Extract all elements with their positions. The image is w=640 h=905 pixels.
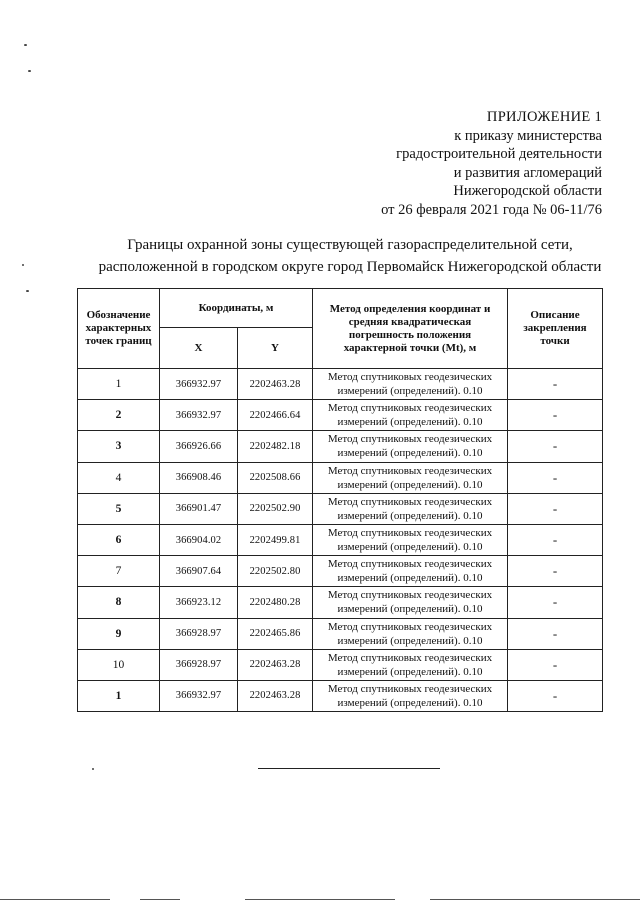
- table-row: [78, 587, 603, 618]
- scan-edge-line: [0, 899, 110, 900]
- coord-y: 2202466.64: [238, 400, 313, 431]
- table-row: [78, 431, 603, 462]
- document-title-line: расположенной в городском округе город Первомайск Нижегородской области: [98, 259, 602, 275]
- method-cell: Метод спутниковых геодезических измерений (определений). 0.10: [313, 524, 508, 555]
- method-cell: Метод спутниковых геодезических измерений (определений). 0.10: [313, 369, 508, 400]
- coord-y: 2202463.28: [238, 369, 313, 400]
- annex-line: от 26 февраля 2021 года № 06-11/76: [381, 201, 602, 218]
- description-cell: -: [508, 369, 603, 400]
- description-cell: -: [508, 524, 603, 555]
- scan-edge-line: [140, 899, 180, 900]
- header-y: Y: [238, 328, 313, 369]
- point-number: 10: [78, 649, 160, 680]
- point-number: 6: [78, 524, 160, 555]
- description-cell: -: [508, 400, 603, 431]
- method-cell: Метод спутниковых геодезических измерений (определений). 0.10: [313, 462, 508, 493]
- point-number: 2: [78, 400, 160, 431]
- method-cell: Метод спутниковых геодезических измерений (определений). 0.10: [313, 618, 508, 649]
- annex-header: [381, 108, 602, 219]
- table-row: [78, 493, 603, 524]
- point-number: 1: [78, 369, 160, 400]
- coord-y: 2202463.28: [238, 680, 313, 711]
- method-cell: Метод спутниковых геодезических измерений (определений). 0.10: [313, 587, 508, 618]
- annex-line: и развития агломераций: [453, 164, 602, 181]
- header-point: Обозначение характерных точек границ: [78, 289, 160, 369]
- table-row: [78, 524, 603, 555]
- coord-x: 366926.66: [160, 431, 238, 462]
- coord-y: 2202465.86: [238, 618, 313, 649]
- coord-y: 2202480.28: [238, 587, 313, 618]
- coord-y: 2202499.81: [238, 524, 313, 555]
- method-cell: Метод спутниковых геодезических измерений (определений). 0.10: [313, 431, 508, 462]
- header-description: Описание закрепления точки: [508, 289, 603, 369]
- header-x: X: [160, 328, 238, 369]
- coord-x: 366908.46: [160, 462, 238, 493]
- scan-speck: [28, 70, 31, 72]
- coord-x: 366904.02: [160, 524, 238, 555]
- header-coords: Координаты, м: [160, 289, 313, 328]
- scan-edge-line: [430, 899, 640, 900]
- method-cell: Метод спутниковых геодезических измерений (определений). 0.10: [313, 649, 508, 680]
- method-cell: Метод спутниковых геодезических измерений (определений). 0.10: [313, 556, 508, 587]
- method-cell: Метод спутниковых геодезических измерений (определений). 0.10: [313, 493, 508, 524]
- point-number: 7: [78, 556, 160, 587]
- closing-rule: [258, 768, 440, 769]
- coord-x: 366928.97: [160, 649, 238, 680]
- point-number: 8: [78, 587, 160, 618]
- method-cell: Метод спутниковых геодезических измерений (определений). 0.10: [313, 680, 508, 711]
- description-cell: -: [508, 556, 603, 587]
- coord-x: 366901.47: [160, 493, 238, 524]
- description-cell: -: [508, 493, 603, 524]
- point-number: 1: [78, 680, 160, 711]
- description-cell: -: [508, 680, 603, 711]
- annex-line: Нижегородской области: [453, 183, 602, 199]
- table-row: [78, 369, 603, 400]
- coordinates-table: [77, 288, 603, 712]
- scan-speck: [24, 44, 27, 46]
- method-cell: Метод спутниковых геодезических измерений (определений). 0.10: [313, 400, 508, 431]
- scan-speck: [92, 768, 94, 770]
- description-cell: -: [508, 431, 603, 462]
- coord-x: 366907.64: [160, 556, 238, 587]
- annex-line: к приказу министерства: [454, 127, 602, 144]
- document-title: [60, 234, 640, 278]
- coord-y: 2202502.80: [238, 556, 313, 587]
- document-title-line: Границы охранной зоны существующей газораспределительной сети,: [127, 237, 573, 253]
- table-row: [78, 680, 603, 711]
- point-number: 3: [78, 431, 160, 462]
- coord-y: 2202463.28: [238, 649, 313, 680]
- point-number: 5: [78, 493, 160, 524]
- description-cell: -: [508, 587, 603, 618]
- annex-title: ПРИЛОЖЕНИЕ 1: [486, 109, 602, 125]
- coord-y: 2202508.66: [238, 462, 313, 493]
- coord-x: 366932.97: [160, 400, 238, 431]
- coord-x: 366923.12: [160, 587, 238, 618]
- point-number: 4: [78, 462, 160, 493]
- coord-x: 366932.97: [160, 369, 238, 400]
- table-row: [78, 556, 603, 587]
- table-row: [78, 462, 603, 493]
- scan-edge-line: [245, 899, 395, 900]
- table-row: [78, 400, 603, 431]
- scan-speck: [26, 290, 29, 292]
- description-cell: -: [508, 618, 603, 649]
- table-row: [78, 618, 603, 649]
- scan-speck: [22, 264, 24, 266]
- coord-x: 366932.97: [160, 680, 238, 711]
- description-cell: -: [508, 649, 603, 680]
- header-method: Метод определения координат и средняя квадратическая погрешность положения характерной точки (Mt), м: [313, 289, 508, 369]
- description-cell: -: [508, 462, 603, 493]
- table-row: [78, 649, 603, 680]
- coord-y: 2202502.90: [238, 493, 313, 524]
- point-number: 9: [78, 618, 160, 649]
- coord-y: 2202482.18: [238, 431, 313, 462]
- annex-line: градостроительной деятельности: [396, 146, 602, 162]
- coord-x: 366928.97: [160, 618, 238, 649]
